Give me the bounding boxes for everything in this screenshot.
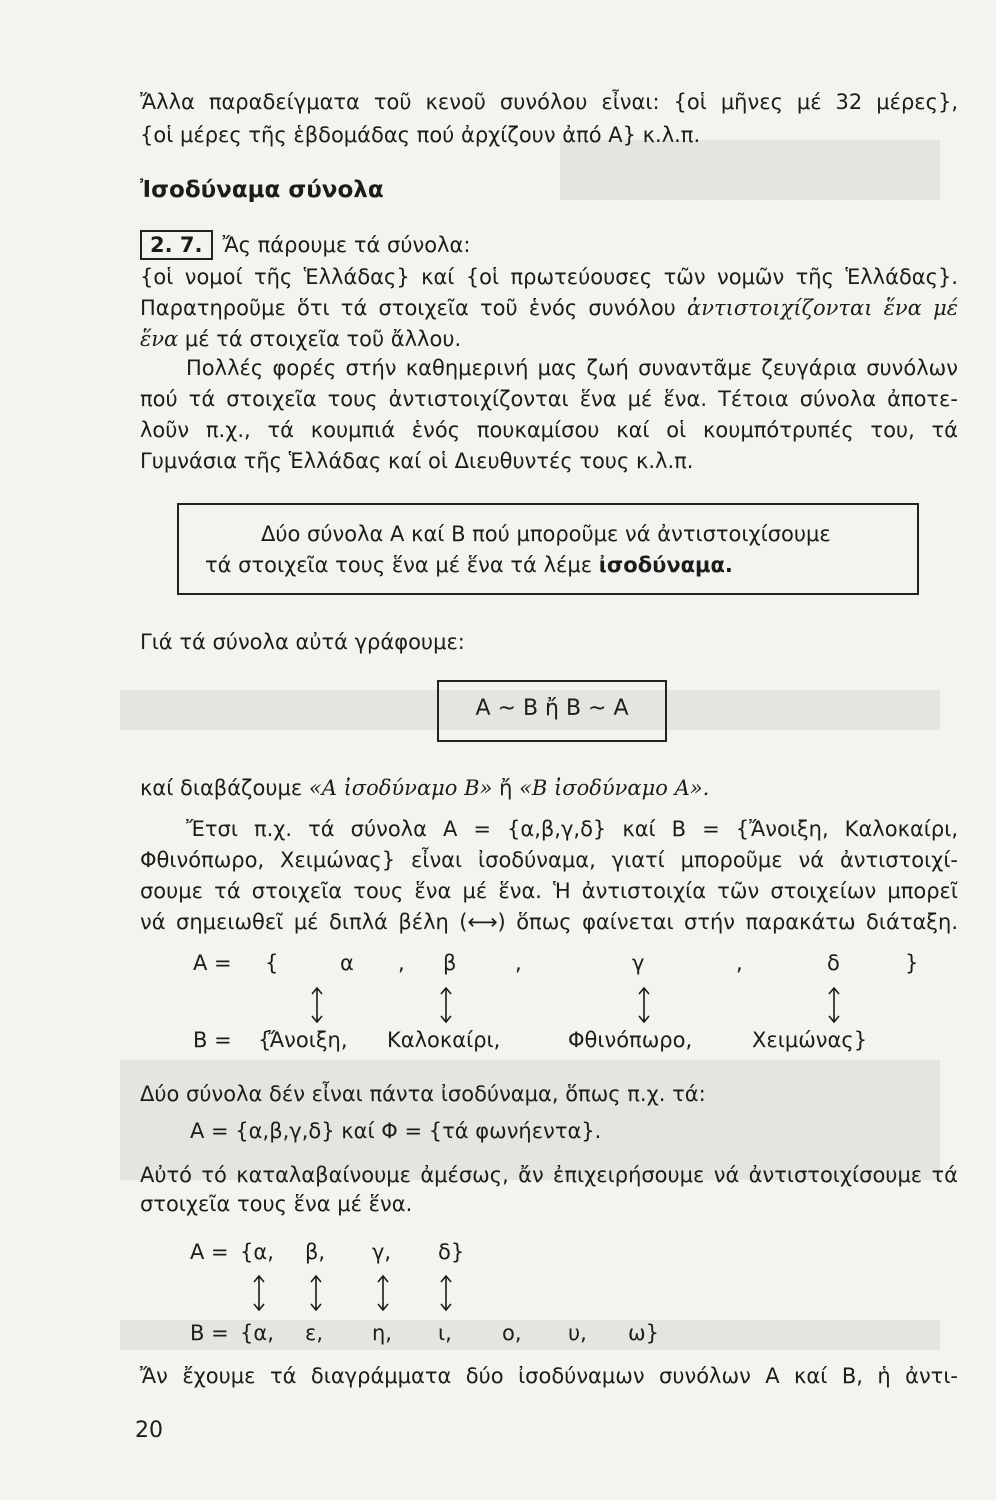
set-a-element: γ: [632, 951, 645, 975]
bold-term: ἰσοδύναμα.: [598, 553, 733, 577]
text-line: Πολλές φορές στήν καθημερινή μας ζωή συναντᾶμε ζευγάρια συνόλων: [186, 356, 958, 380]
set-a-element: α: [340, 951, 354, 975]
notation-formula: Α ~ Β ἤ Β ~ Α: [475, 696, 629, 721]
set-b-element: ε,: [305, 1321, 324, 1345]
text-span: καί διαβάζουμε: [140, 776, 303, 800]
double-arrow-icon: [377, 1274, 389, 1312]
italic-phrase: ἕνα: [140, 327, 179, 351]
text-line: πού τά στοιχεῖα τους ἀντιστοιχίζονται ἕνα μέ ἕνα. Τέτοια σύνολα ἀποτε-: [140, 387, 958, 411]
set-b-open-brace: {: [258, 1028, 272, 1052]
set-a-separator: ,: [398, 951, 405, 975]
double-arrow-icon: [828, 986, 840, 1024]
text-span: Παρατηροῦμε ὅτι τά στοιχεῖα τοῦ ἑνός συνόλου: [140, 296, 676, 320]
double-arrow-icon: [440, 986, 452, 1024]
set-a-element: γ,: [372, 1240, 392, 1264]
text-span: μέ τά στοιχεῖα τοῦ ἄλλου.: [184, 327, 462, 351]
set-a-element: {α,: [240, 1240, 274, 1264]
text-line: νά σημειωθεῖ μέ διπλά βέλη (⟷) ὅπως φαίνεται στήν παρακάτω διάταξη.: [140, 910, 958, 934]
set-b-element: υ,: [568, 1321, 587, 1345]
italic-phrase: ἀντιστοιχίζονται ἕνα μέ: [687, 296, 958, 320]
text-line: Ἔτσι π.χ. τά σύνολα Α = {α,β,γ,δ} καί Β = {Ἄνοιξη, Καλοκαίρι,: [186, 817, 958, 841]
italic-phrase: «Β ἰσοδύναμο Α».: [519, 776, 710, 800]
text-line: {οἱ νομοί τῆς Ἑλλάδας} καί {οἱ πρωτεύουσες τῶν νομῶν τῆς Ἑλλάδας}.: [140, 265, 958, 289]
set-a-separator: ,: [515, 951, 522, 975]
set-a-label: Α =: [190, 1240, 229, 1264]
set-b-element: Καλοκαίρι,: [387, 1028, 501, 1052]
definition-line: Δύο σύνολα Α καί Β πού μποροῦμε νά ἀντιστοιχίσουμε: [261, 522, 831, 546]
definition-box: [177, 503, 919, 595]
section-number: 2. 7.: [140, 230, 213, 260]
double-arrow-icon: [638, 986, 650, 1024]
set-b-element: Χειμώνας}: [752, 1028, 868, 1052]
text-line: Φθινόπωρο, Χειμώνας} εἶναι ἰσοδύναμα, γιατί μποροῦμε νά ἀντιστοιχί-: [140, 848, 958, 872]
set-b-element: ο,: [502, 1321, 522, 1345]
text-line: Δύο σύνολα δέν εἶναι πάντα ἰσοδύναμα, ὅπως π.χ. τά:: [140, 1082, 706, 1106]
text-line: λοῦν π.χ., τά κουμπιά ἑνός πουκαμίσου καί οἱ κουμπότρυπές του, τά: [140, 418, 958, 442]
text-line: {οἱ μέρες τῆς ἑβδομάδας πού ἀρχίζουν ἀπό Α} κ.λ.π.: [140, 123, 701, 147]
text-line: Ἄλλα παραδείγματα τοῦ κενοῦ συνόλου εἶναι: {οἱ μῆνες μέ 32 μέρες},: [140, 90, 958, 114]
double-arrow-icon: [310, 1274, 322, 1312]
set-b-element: ι,: [438, 1321, 452, 1345]
set-a-element: δ: [827, 951, 840, 975]
text-line: Γιά τά σύνολα αὐτά γράφουμε:: [140, 630, 465, 654]
italic-phrase: «Α ἰσοδύναμο Β»: [308, 776, 493, 800]
text-line: [140, 324, 958, 354]
set-a-close-brace: }: [905, 951, 919, 975]
double-arrow-icon: [253, 1274, 265, 1312]
set-b-label: Β =: [193, 1028, 232, 1052]
set-a-open-brace: {: [265, 951, 279, 975]
set-b-element: Φθινόπωρο,: [568, 1028, 693, 1052]
set-b-element: ω}: [628, 1321, 659, 1345]
set-a-separator: ,: [736, 951, 743, 975]
set-b-element: {α,: [240, 1321, 274, 1345]
section-intro: Ἄς πάρουμε τά σύνολα:: [222, 233, 471, 257]
text-line: στοιχεῖα τους ἕνα μέ ἕνα.: [140, 1192, 413, 1216]
set-a-label: Α =: [193, 951, 232, 975]
text-line: Ἄν ἔχουμε τά διαγράμματα δύο ἰσοδύναμων συνόλων Α καί Β, ἡ ἀντι-: [140, 1364, 958, 1388]
set-a-element: β: [443, 951, 457, 975]
text-line: [140, 293, 958, 323]
double-arrow-icon: [440, 1274, 452, 1312]
set-a-element: δ}: [438, 1240, 465, 1264]
text-span: τά στοιχεῖα τους ἕνα μέ ἕνα τά λέμε: [205, 553, 593, 577]
page-number: 20: [135, 1418, 163, 1443]
text-line: Α = {α,β,γ,δ} καί Φ = {τά φωνήεντα}.: [190, 1119, 602, 1143]
text-line: σουμε τά στοιχεῖα τους ἕνα μέ ἕνα. Ἡ ἀντιστοιχία τῶν στοιχείων μπορεῖ: [140, 879, 958, 903]
set-b-element: Ἄνοιξη,: [268, 1028, 348, 1052]
section-intro-line: [140, 230, 958, 260]
set-a-element: β,: [305, 1240, 326, 1264]
text-line: [140, 773, 958, 803]
double-arrow-icon: [311, 986, 323, 1024]
set-b-label: Β =: [190, 1321, 229, 1345]
text-line: Αὐτό τό καταλαβαίνουμε ἀμέσως, ἄν ἐπιχειρήσουμε νά ἀντιστοιχίσουμε τά: [140, 1163, 958, 1187]
text-line: Γυμνάσια τῆς Ἑλλάδας καί οἱ Διευθυντές τους κ.λ.π.: [140, 449, 694, 473]
text-span: ἤ: [499, 776, 513, 800]
notation-box: [437, 680, 667, 742]
definition-line: [205, 550, 765, 580]
set-b-element: η,: [372, 1321, 392, 1345]
section-heading: Ἰσοδύναμα σύνολα: [140, 177, 384, 203]
